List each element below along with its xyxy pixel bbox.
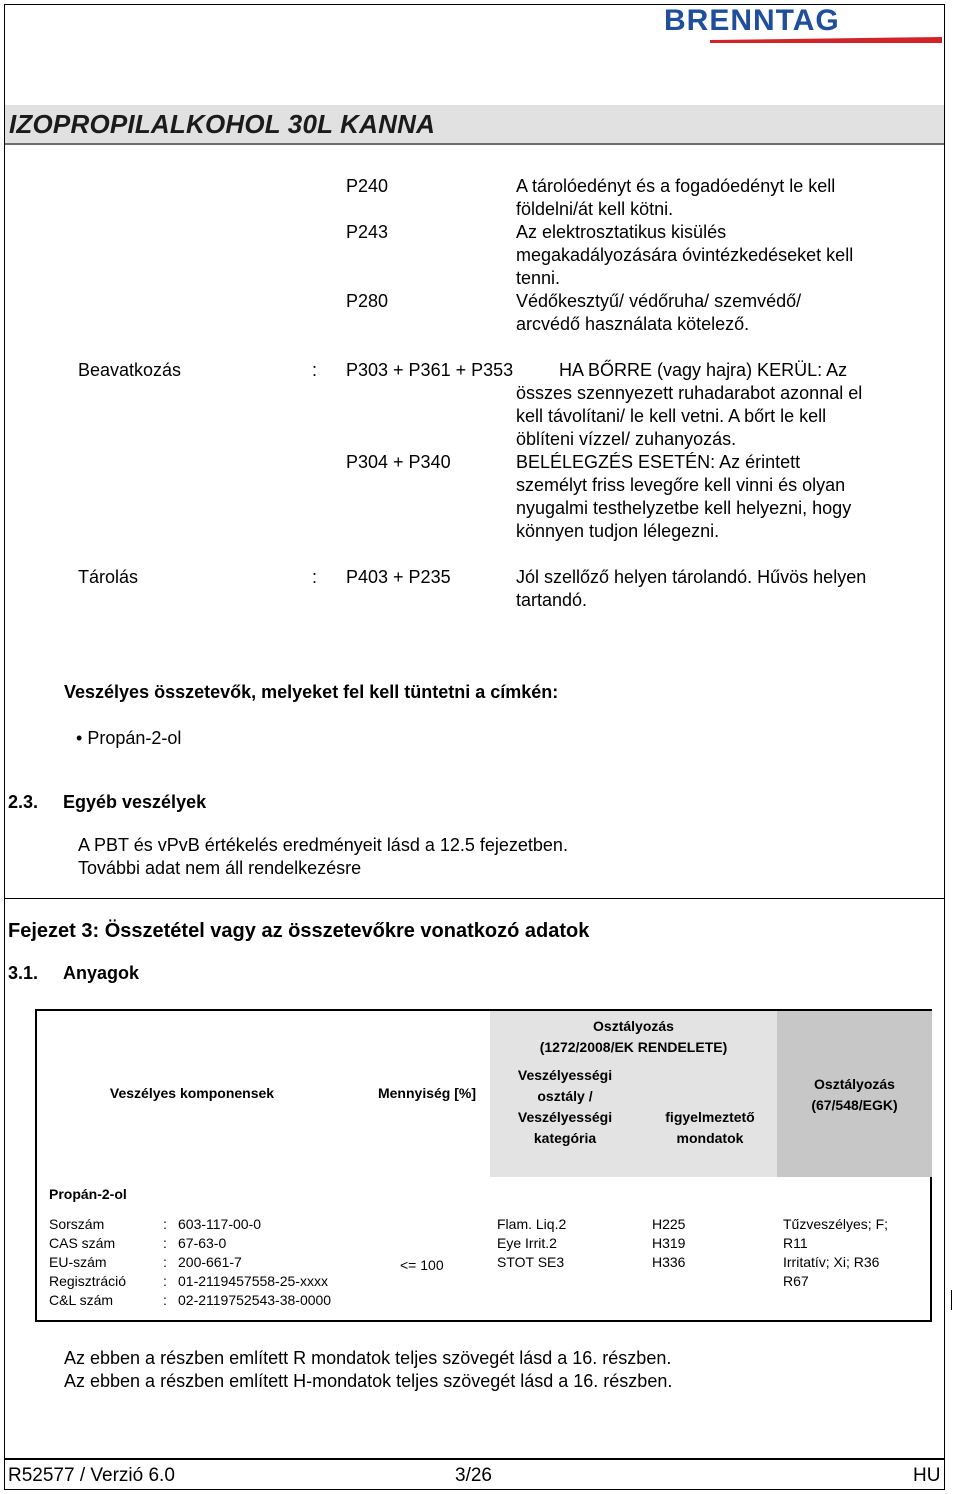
note-h-phrases: Az ebben a részben említett H-mondatok teljes szövegét lásd a 16. részben.	[64, 1371, 673, 1391]
section-2-3-number: 2.3.	[8, 792, 39, 812]
id-label: Sorszám	[49, 1216, 105, 1232]
section-2-3-title: Egyéb veszélyek	[63, 792, 207, 812]
logo-text: BRENNTAG	[664, 4, 840, 37]
brenntag-logo	[664, 6, 944, 44]
section-3-1-number: 3.1.	[8, 963, 39, 983]
list-item: • Propán-2-ol	[76, 728, 182, 748]
document-title: IZOPROPILALKOHOL 30L KANNA	[9, 109, 436, 139]
p303-line-4: öblíteni vízzel/ zuhanyozás.	[516, 429, 737, 449]
response-colon: :	[312, 360, 318, 380]
old-class-value: Tűzveszélyes; F;	[783, 1216, 889, 1232]
statement-values	[652, 1215, 685, 1272]
statement-value: H336	[652, 1254, 686, 1270]
p403-code: P403 + P235	[346, 567, 451, 587]
old-class-value: R11	[783, 1235, 808, 1251]
p240-line-1: A tárolóedényt és a fogadóedényt le kell	[516, 176, 836, 196]
id-colon: :	[163, 1216, 167, 1232]
category-header-line-2: osztály /	[537, 1088, 593, 1104]
id-colon: :	[163, 1292, 167, 1308]
id-colon: :	[163, 1273, 167, 1289]
list-item-text: Propán-2-ol	[87, 728, 182, 748]
id-colon: :	[163, 1235, 167, 1251]
category-header-line-3: Veszélyességi	[517, 1109, 613, 1125]
p303-line-1: HA BŐRRE (vagy hajra) KERÜL: Az	[559, 360, 848, 380]
identifier-values	[178, 1215, 331, 1310]
id-colon: :	[163, 1254, 167, 1270]
p243-line-2: megakadályozására óvintézkedéseket kell	[516, 245, 854, 265]
category-values	[497, 1215, 566, 1272]
statement-value: H225	[652, 1216, 686, 1232]
substance-name: Propán-2-ol	[49, 1186, 127, 1202]
id-label: C&L szám	[49, 1292, 114, 1308]
category-header-line-4: kategória	[533, 1130, 597, 1146]
quantity-header: Mennyiség [%]	[377, 1085, 476, 1101]
response-label: Beavatkozás	[78, 360, 182, 380]
substances-table	[35, 1009, 932, 1322]
category-value: Flam. Liq.2	[497, 1216, 567, 1232]
footer-page-number: 3/26	[455, 1465, 492, 1486]
footer-divider	[5, 1458, 944, 1460]
identifier-colons	[163, 1215, 167, 1310]
category-value: Eye Irrit.2	[497, 1235, 557, 1251]
section-2-3-line-1: A PBT és vPvB értékelés eredményeit lásd a 12.5 fejezetben.	[78, 835, 568, 855]
id-value: 200-661-7	[178, 1254, 242, 1270]
p243-line-1: Az elektrosztatikus kisülés	[516, 222, 727, 242]
p403-line-2: tartandó.	[516, 590, 588, 610]
id-label: EU-szám	[49, 1254, 107, 1270]
p240-code: P240	[346, 176, 389, 196]
logo-swoosh-icon	[710, 37, 942, 43]
p304-code: P304 + P340	[346, 452, 451, 472]
p280-code: P280	[346, 291, 389, 311]
margin-mark	[951, 1290, 952, 1310]
footer-language: HU	[913, 1465, 941, 1486]
old-class-header-line-1: Osztályozás	[814, 1076, 895, 1092]
p304-line-3: nyugalmi testhelyzetbe kell helyezni, hogy	[516, 498, 852, 518]
old-class-value: Irritatív; Xi; R36	[783, 1254, 880, 1270]
category-header	[490, 1065, 640, 1149]
p304-line-2: személyt friss levegőre kell vinni és olyan	[516, 475, 846, 495]
storage-colon: :	[312, 567, 318, 587]
old-class-values	[783, 1215, 888, 1291]
old-class-value: R67	[783, 1273, 809, 1289]
p304-line-4: könnyen tudjon lélegezni.	[516, 521, 720, 541]
p303-code: P303 + P361 + P353	[346, 360, 514, 380]
footer-version: R52577 / Verzió 6.0	[8, 1465, 175, 1486]
statement-value: H319	[652, 1235, 686, 1251]
label-components-heading: Veszélyes összetevők, melyeket fel kell tüntetni a címkén:	[64, 682, 559, 702]
id-value: 01-2119457558-25-xxxx	[178, 1273, 328, 1289]
storage-label: Tárolás	[78, 567, 139, 587]
p303-line-3: kell távolítani/ le kell vetni. A bőrt le kell	[516, 406, 827, 426]
p243-code: P243	[346, 222, 389, 242]
old-class-header-line-2: (67/548/EGK)	[811, 1097, 898, 1113]
p280-line-1: Védőkesztyű/ védőruha/ szemvédő/	[516, 291, 802, 311]
category-header-line-1: Veszélyességi	[517, 1067, 613, 1083]
p304-line-1: BELÉLEGZÉS ESETÉN: Az érintett	[516, 452, 801, 472]
components-header: Veszélyes komponensek	[109, 1085, 275, 1101]
title-band	[5, 105, 944, 145]
clp-header	[490, 1016, 777, 1058]
identifier-labels	[49, 1215, 126, 1310]
p403-line-1: Jól szellőző helyen tárolandó. Hűvös helyen	[516, 567, 867, 587]
id-value: 603-117-00-0	[178, 1216, 262, 1232]
category-value: STOT SE3	[497, 1254, 565, 1270]
id-label: CAS szám	[49, 1235, 116, 1251]
id-value: 02-2119752543-38-0000	[178, 1292, 332, 1308]
section-2-3-line-2: További adat nem áll rendelkezésre	[78, 858, 362, 878]
statements-header-line-2: mondatok	[676, 1130, 744, 1146]
id-value: 67-63-0	[178, 1235, 227, 1251]
p240-line-2: földelni/át kell kötni.	[516, 199, 674, 219]
chapter-divider	[5, 898, 944, 899]
quantity-value: <= 100	[400, 1257, 444, 1273]
p280-line-2: arcvédő használata kötelező.	[516, 314, 750, 334]
chapter-3-title: Fejezet 3: Összetétel vagy az összetevőkre vonatkozó adatok	[8, 920, 590, 942]
note-r-phrases: Az ebben a részben említett R mondatok teljes szövegét lásd a 16. részben.	[64, 1348, 672, 1368]
clp-header-line-1: Osztályozás	[593, 1018, 674, 1034]
section-3-1-title: Anyagok	[63, 963, 140, 983]
id-label: Regisztráció	[49, 1273, 127, 1289]
statements-header-line-1: figyelmeztető	[665, 1109, 755, 1125]
p303-line-2: összes szennyezett ruhadarabot azonnal el	[516, 383, 863, 403]
clp-header-line-2: (1272/2008/EK RENDELETE)	[539, 1039, 728, 1055]
old-class-header	[777, 1074, 932, 1116]
statements-header	[640, 1107, 780, 1149]
p243-line-3: tenni.	[516, 268, 561, 288]
